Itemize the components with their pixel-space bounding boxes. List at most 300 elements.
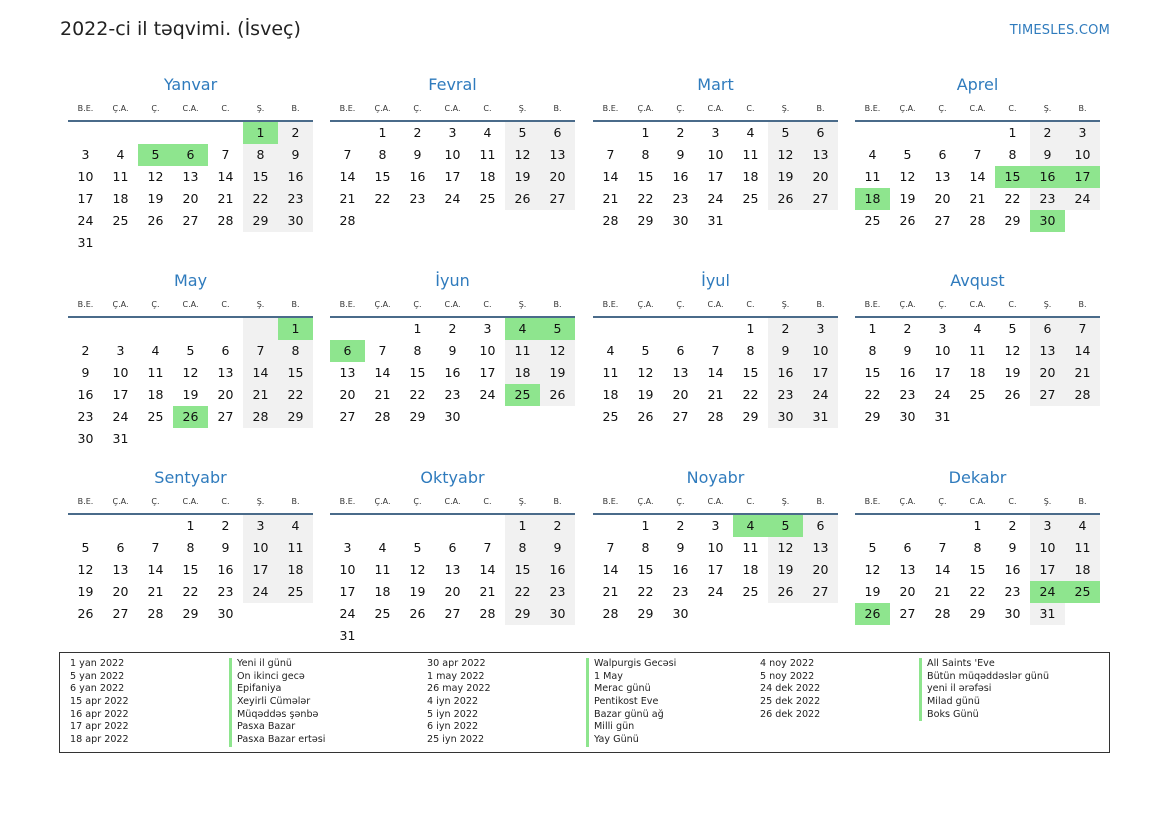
day-cell[interactable]: 15 [864,365,881,380]
day-cell[interactable]: 22 [637,584,654,599]
day-cell[interactable]: 6 [676,343,685,358]
day-cell[interactable]: 13 [540,144,575,166]
day-cell[interactable]: 22 [278,384,313,406]
day-cell[interactable]: 1 [186,518,195,533]
day-cell[interactable]: 7 [151,540,160,555]
day-cell[interactable]: 24 [243,581,278,603]
day-cell[interactable]: 24 [444,191,461,206]
day-cell[interactable]: 27 [803,188,838,210]
day-cell[interactable]: 9 [1030,144,1065,166]
holiday-day-cell[interactable]: 15 [995,166,1030,188]
day-cell[interactable]: 10 [934,343,951,358]
day-cell[interactable]: 15 [409,365,426,380]
day-cell[interactable]: 14 [217,169,234,184]
day-cell[interactable]: 1 [746,321,755,336]
day-cell[interactable]: 9 [81,365,90,380]
day-cell[interactable]: 18 [602,387,619,402]
day-cell[interactable]: 31 [339,628,356,643]
day-cell[interactable]: 22 [374,191,391,206]
day-cell[interactable]: 11 [742,147,759,162]
day-cell[interactable]: 13 [339,365,356,380]
day-cell[interactable]: 11 [742,540,759,555]
day-cell[interactable]: 19 [540,362,575,384]
day-cell[interactable]: 20 [444,584,461,599]
day-cell[interactable]: 28 [602,606,619,621]
day-cell[interactable]: 19 [409,584,426,599]
day-cell[interactable]: 8 [278,340,313,362]
day-cell[interactable]: 8 [1008,147,1017,162]
day-cell[interactable]: 14 [243,362,278,384]
day-cell[interactable]: 10 [243,537,278,559]
day-cell[interactable]: 20 [934,191,951,206]
day-cell[interactable]: 18 [278,559,313,581]
day-cell[interactable]: 23 [77,409,94,424]
day-cell[interactable]: 3 [1065,122,1100,144]
day-cell[interactable]: 24 [1065,188,1100,210]
day-cell[interactable]: 10 [803,340,838,362]
day-cell[interactable]: 17 [803,362,838,384]
holiday-day-cell[interactable]: 24 [1030,581,1065,603]
day-cell[interactable]: 4 [606,343,615,358]
day-cell[interactable]: 1 [413,321,422,336]
day-cell[interactable]: 10 [707,147,724,162]
day-cell[interactable]: 10 [444,147,461,162]
brand-link[interactable]: TIMESLES.COM [1009,23,1110,38]
day-cell[interactable]: 16 [409,169,426,184]
day-cell[interactable]: 9 [413,147,422,162]
day-cell[interactable]: 10 [479,343,496,358]
day-cell[interactable]: 3 [803,318,838,340]
day-cell[interactable]: 13 [803,537,838,559]
day-cell[interactable]: 8 [413,343,422,358]
day-cell[interactable]: 28 [374,409,391,424]
day-cell[interactable]: 14 [602,562,619,577]
day-cell[interactable]: 19 [505,166,540,188]
day-cell[interactable]: 9 [278,144,313,166]
day-cell[interactable]: 24 [479,387,496,402]
day-cell[interactable]: 6 [448,540,457,555]
day-cell[interactable]: 23 [1030,188,1065,210]
day-cell[interactable]: 15 [278,362,313,384]
day-cell[interactable]: 20 [1030,362,1065,384]
day-cell[interactable]: 17 [339,584,356,599]
day-cell[interactable]: 16 [540,559,575,581]
day-cell[interactable]: 28 [243,406,278,428]
day-cell[interactable]: 8 [378,147,387,162]
day-cell[interactable]: 11 [374,562,391,577]
day-cell[interactable]: 21 [602,584,619,599]
day-cell[interactable]: 3 [243,515,278,537]
day-cell[interactable]: 28 [217,213,234,228]
day-cell[interactable]: 29 [409,409,426,424]
day-cell[interactable]: 16 [672,562,689,577]
day-cell[interactable]: 23 [278,188,313,210]
day-cell[interactable]: 13 [112,562,129,577]
day-cell[interactable]: 16 [1004,562,1021,577]
day-cell[interactable]: 12 [899,169,916,184]
day-cell[interactable]: 5 [768,122,803,144]
day-cell[interactable]: 25 [742,191,759,206]
day-cell[interactable]: 21 [374,387,391,402]
day-cell[interactable]: 27 [803,581,838,603]
day-cell[interactable]: 16 [899,365,916,380]
day-cell[interactable]: 30 [899,409,916,424]
day-cell[interactable]: 12 [540,340,575,362]
day-cell[interactable]: 19 [182,387,199,402]
day-cell[interactable]: 23 [1004,584,1021,599]
day-cell[interactable]: 6 [903,540,912,555]
day-cell[interactable]: 11 [112,169,129,184]
day-cell[interactable]: 9 [448,343,457,358]
day-cell[interactable]: 4 [378,540,387,555]
day-cell[interactable]: 3 [711,518,720,533]
day-cell[interactable]: 20 [217,387,234,402]
day-cell[interactable]: 1 [1008,125,1017,140]
day-cell[interactable]: 11 [505,340,540,362]
day-cell[interactable]: 26 [899,213,916,228]
day-cell[interactable]: 13 [934,169,951,184]
day-cell[interactable]: 27 [339,409,356,424]
day-cell[interactable]: 18 [505,362,540,384]
holiday-day-cell[interactable]: 5 [540,318,575,340]
day-cell[interactable]: 25 [864,213,881,228]
day-cell[interactable]: 30 [672,606,689,621]
day-cell[interactable]: 21 [479,584,496,599]
day-cell[interactable]: 4 [278,515,313,537]
day-cell[interactable]: 16 [278,166,313,188]
day-cell[interactable]: 5 [186,343,195,358]
day-cell[interactable]: 10 [1065,144,1100,166]
day-cell[interactable]: 24 [112,409,129,424]
day-cell[interactable]: 3 [81,147,90,162]
day-cell[interactable]: 19 [1004,365,1021,380]
day-cell[interactable]: 30 [540,603,575,625]
holiday-day-cell[interactable]: 17 [1065,166,1100,188]
day-cell[interactable]: 26 [768,188,803,210]
day-cell[interactable]: 16 [672,169,689,184]
day-cell[interactable]: 7 [606,147,615,162]
day-cell[interactable]: 25 [479,191,496,206]
day-cell[interactable]: 22 [505,581,540,603]
day-cell[interactable]: 4 [151,343,160,358]
day-cell[interactable]: 29 [637,213,654,228]
day-cell[interactable]: 30 [77,431,94,446]
day-cell[interactable]: 27 [1030,384,1065,406]
day-cell[interactable]: 4 [483,125,492,140]
day-cell[interactable]: 2 [676,125,685,140]
day-cell[interactable]: 4 [973,321,982,336]
day-cell[interactable]: 29 [637,606,654,621]
day-cell[interactable]: 7 [1065,318,1100,340]
day-cell[interactable]: 26 [768,581,803,603]
day-cell[interactable]: 17 [707,169,724,184]
day-cell[interactable]: 27 [934,213,951,228]
day-cell[interactable]: 12 [182,365,199,380]
holiday-day-cell[interactable]: 25 [505,384,540,406]
day-cell[interactable]: 13 [899,562,916,577]
day-cell[interactable]: 2 [448,321,457,336]
holiday-day-cell[interactable]: 1 [243,122,278,144]
day-cell[interactable]: 8 [505,537,540,559]
day-cell[interactable]: 29 [969,606,986,621]
day-cell[interactable]: 14 [707,365,724,380]
holiday-day-cell[interactable]: 26 [855,603,890,625]
day-cell[interactable]: 22 [409,387,426,402]
day-cell[interactable]: 12 [768,144,803,166]
day-cell[interactable]: 23 [409,191,426,206]
day-cell[interactable]: 28 [1065,384,1100,406]
day-cell[interactable]: 12 [768,537,803,559]
day-cell[interactable]: 7 [378,343,387,358]
day-cell[interactable]: 8 [973,540,982,555]
day-cell[interactable]: 17 [112,387,129,402]
day-cell[interactable]: 16 [77,387,94,402]
day-cell[interactable]: 7 [483,540,492,555]
day-cell[interactable]: 1 [973,518,982,533]
day-cell[interactable]: 6 [116,540,125,555]
day-cell[interactable]: 20 [803,166,838,188]
day-cell[interactable]: 19 [77,584,94,599]
day-cell[interactable]: 2 [768,318,803,340]
day-cell[interactable]: 21 [339,191,356,206]
day-cell[interactable]: 4 [746,125,755,140]
day-cell[interactable]: 18 [479,169,496,184]
day-cell[interactable]: 28 [707,409,724,424]
day-cell[interactable]: 13 [672,365,689,380]
day-cell[interactable]: 29 [505,603,540,625]
day-cell[interactable]: 3 [343,540,352,555]
day-cell[interactable]: 29 [742,409,759,424]
holiday-day-cell[interactable]: 5 [138,144,173,166]
day-cell[interactable]: 13 [444,562,461,577]
day-cell[interactable]: 25 [602,409,619,424]
day-cell[interactable]: 8 [868,343,877,358]
day-cell[interactable]: 2 [413,125,422,140]
day-cell[interactable]: 20 [672,387,689,402]
day-cell[interactable]: 14 [934,562,951,577]
day-cell[interactable]: 19 [768,559,803,581]
day-cell[interactable]: 2 [1008,518,1017,533]
day-cell[interactable]: 19 [864,584,881,599]
day-cell[interactable]: 14 [339,169,356,184]
holiday-day-cell[interactable]: 6 [173,144,208,166]
day-cell[interactable]: 2 [278,122,313,144]
day-cell[interactable]: 12 [864,562,881,577]
day-cell[interactable]: 27 [540,188,575,210]
day-cell[interactable]: 5 [505,122,540,144]
day-cell[interactable]: 17 [243,559,278,581]
day-cell[interactable]: 10 [112,365,129,380]
day-cell[interactable]: 28 [602,213,619,228]
day-cell[interactable]: 11 [864,169,881,184]
day-cell[interactable]: 27 [444,606,461,621]
day-cell[interactable]: 28 [339,213,356,228]
day-cell[interactable]: 20 [112,584,129,599]
day-cell[interactable]: 14 [969,169,986,184]
day-cell[interactable]: 18 [147,387,164,402]
day-cell[interactable]: 15 [637,562,654,577]
day-cell[interactable]: 24 [803,384,838,406]
day-cell[interactable]: 25 [374,606,391,621]
day-cell[interactable]: 7 [343,147,352,162]
day-cell[interactable]: 4 [1065,515,1100,537]
day-cell[interactable]: 5 [641,343,650,358]
day-cell[interactable]: 29 [243,210,278,232]
day-cell[interactable]: 22 [182,584,199,599]
day-cell[interactable]: 23 [444,387,461,402]
day-cell[interactable]: 17 [934,365,951,380]
day-cell[interactable]: 9 [221,540,230,555]
day-cell[interactable]: 22 [742,387,759,402]
day-cell[interactable]: 21 [969,191,986,206]
holiday-day-cell[interactable]: 16 [1030,166,1065,188]
day-cell[interactable]: 12 [1004,343,1021,358]
day-cell[interactable]: 7 [938,540,947,555]
day-cell[interactable]: 30 [217,606,234,621]
day-cell[interactable]: 3 [116,343,125,358]
day-cell[interactable]: 22 [969,584,986,599]
holiday-day-cell[interactable]: 30 [1030,210,1065,232]
day-cell[interactable]: 12 [505,144,540,166]
day-cell[interactable]: 10 [339,562,356,577]
day-cell[interactable]: 9 [903,343,912,358]
day-cell[interactable]: 13 [1030,340,1065,362]
holiday-day-cell[interactable]: 1 [278,318,313,340]
day-cell[interactable]: 1 [378,125,387,140]
day-cell[interactable]: 30 [444,409,461,424]
day-cell[interactable]: 18 [742,169,759,184]
day-cell[interactable]: 25 [742,584,759,599]
day-cell[interactable]: 23 [672,584,689,599]
day-cell[interactable]: 23 [217,584,234,599]
day-cell[interactable]: 17 [1030,559,1065,581]
day-cell[interactable]: 7 [221,147,230,162]
day-cell[interactable]: 22 [864,387,881,402]
holiday-day-cell[interactable]: 5 [768,515,803,537]
holiday-day-cell[interactable]: 6 [330,340,365,362]
day-cell[interactable]: 15 [243,166,278,188]
day-cell[interactable]: 29 [1004,213,1021,228]
day-cell[interactable]: 23 [768,384,803,406]
day-cell[interactable]: 1 [868,321,877,336]
holiday-day-cell[interactable]: 18 [855,188,890,210]
day-cell[interactable]: 9 [676,147,685,162]
day-cell[interactable]: 13 [217,365,234,380]
day-cell[interactable]: 8 [641,540,650,555]
day-cell[interactable]: 26 [147,213,164,228]
day-cell[interactable]: 20 [540,166,575,188]
day-cell[interactable]: 2 [221,518,230,533]
day-cell[interactable]: 1 [505,515,540,537]
day-cell[interactable]: 14 [147,562,164,577]
day-cell[interactable]: 19 [147,191,164,206]
holiday-day-cell[interactable]: 26 [173,406,208,428]
day-cell[interactable]: 13 [182,169,199,184]
day-cell[interactable]: 30 [672,213,689,228]
day-cell[interactable]: 8 [746,343,755,358]
day-cell[interactable]: 10 [707,540,724,555]
day-cell[interactable]: 26 [540,384,575,406]
day-cell[interactable]: 15 [505,559,540,581]
holiday-day-cell[interactable]: 25 [1065,581,1100,603]
day-cell[interactable]: 7 [711,343,720,358]
day-cell[interactable]: 29 [278,406,313,428]
day-cell[interactable]: 31 [934,409,951,424]
day-cell[interactable]: 11 [147,365,164,380]
day-cell[interactable]: 27 [899,606,916,621]
day-cell[interactable]: 19 [768,166,803,188]
holiday-day-cell[interactable]: 4 [733,515,768,537]
day-cell[interactable]: 2 [903,321,912,336]
day-cell[interactable]: 29 [864,409,881,424]
day-cell[interactable]: 1 [641,518,650,533]
day-cell[interactable]: 6 [540,122,575,144]
day-cell[interactable]: 28 [147,606,164,621]
day-cell[interactable]: 14 [479,562,496,577]
day-cell[interactable]: 11 [278,537,313,559]
day-cell[interactable]: 20 [803,559,838,581]
day-cell[interactable]: 3 [711,125,720,140]
day-cell[interactable]: 7 [606,540,615,555]
day-cell[interactable]: 14 [374,365,391,380]
day-cell[interactable]: 31 [112,431,129,446]
day-cell[interactable]: 31 [803,406,838,428]
day-cell[interactable]: 20 [339,387,356,402]
day-cell[interactable]: 23 [540,581,575,603]
day-cell[interactable]: 16 [444,365,461,380]
day-cell[interactable]: 18 [1065,559,1100,581]
day-cell[interactable]: 15 [742,365,759,380]
day-cell[interactable]: 12 [409,562,426,577]
day-cell[interactable]: 19 [899,191,916,206]
day-cell[interactable]: 10 [1030,537,1065,559]
day-cell[interactable]: 31 [77,235,94,250]
day-cell[interactable]: 23 [672,191,689,206]
day-cell[interactable]: 2 [81,343,90,358]
day-cell[interactable]: 8 [186,540,195,555]
day-cell[interactable]: 21 [602,191,619,206]
day-cell[interactable]: 15 [182,562,199,577]
day-cell[interactable]: 27 [672,409,689,424]
day-cell[interactable]: 30 [1004,606,1021,621]
day-cell[interactable]: 23 [899,387,916,402]
day-cell[interactable]: 4 [868,147,877,162]
day-cell[interactable]: 30 [278,210,313,232]
day-cell[interactable]: 17 [479,365,496,380]
day-cell[interactable]: 21 [243,384,278,406]
day-cell[interactable]: 12 [77,562,94,577]
day-cell[interactable]: 25 [147,409,164,424]
day-cell[interactable]: 25 [112,213,129,228]
day-cell[interactable]: 12 [637,365,654,380]
day-cell[interactable]: 10 [77,169,94,184]
day-cell[interactable]: 26 [409,606,426,621]
day-cell[interactable]: 9 [1008,540,1017,555]
day-cell[interactable]: 11 [602,365,619,380]
day-cell[interactable]: 19 [637,387,654,402]
day-cell[interactable]: 22 [243,188,278,210]
day-cell[interactable]: 8 [641,147,650,162]
day-cell[interactable]: 6 [938,147,947,162]
day-cell[interactable]: 11 [1065,537,1100,559]
day-cell[interactable]: 29 [182,606,199,621]
day-cell[interactable]: 2 [1030,122,1065,144]
day-cell[interactable]: 28 [479,606,496,621]
day-cell[interactable]: 6 [803,515,838,537]
day-cell[interactable]: 9 [676,540,685,555]
day-cell[interactable]: 25 [969,387,986,402]
day-cell[interactable]: 12 [147,169,164,184]
